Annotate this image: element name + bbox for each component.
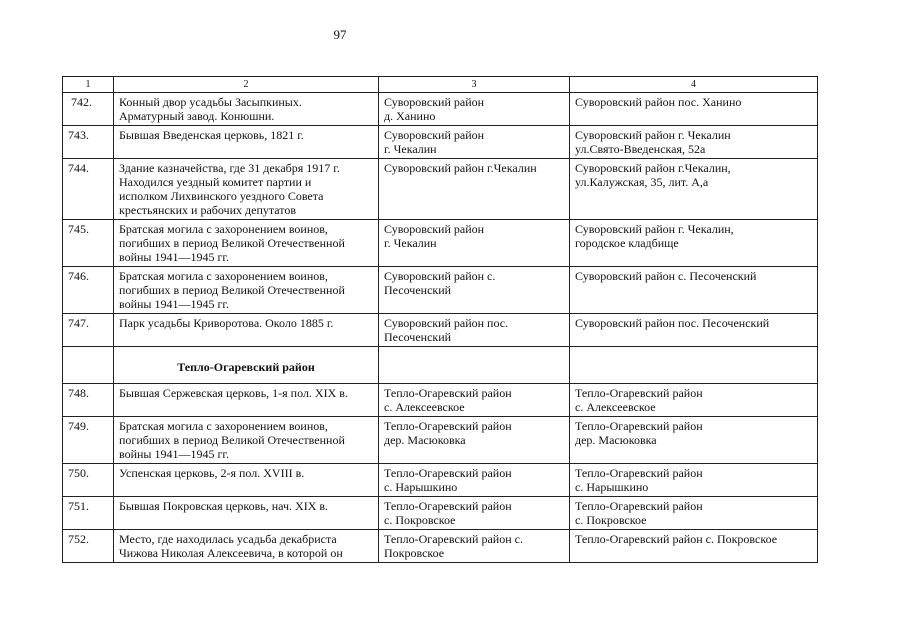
monument-address-cell	[570, 530, 818, 563]
table-row	[63, 93, 818, 126]
row-number: 750.	[63, 464, 114, 497]
monument-address-cell	[570, 159, 818, 220]
monument-name-line: Бывшая Покровская церковь, нач. XIX в.	[119, 499, 329, 513]
monument-name-cell	[114, 417, 379, 464]
row-number: 748.	[63, 384, 114, 417]
monument-name-line: войны 1941—1945 гг.	[119, 447, 229, 461]
district-location-cell	[379, 267, 570, 314]
monument-name-line: погибших в период Великой Отечественной	[119, 283, 345, 297]
row-number: 749.	[63, 417, 114, 464]
column-number: 4	[570, 77, 818, 93]
row-number: 747.	[63, 314, 114, 347]
monument-address-line: ул.Калужская, 35, лит. А,а	[575, 175, 709, 189]
monument-address-line: Тепло-Огаревский район	[575, 386, 703, 400]
monument-name-line: Конный двор усадьбы Засыпкиных.	[119, 95, 302, 109]
monument-name-line: Бывшая Сержевская церковь, 1-я пол. XIX в.	[119, 386, 348, 400]
district-location-line: Покровское	[384, 546, 445, 560]
district-location-line: Суворовский район с.	[384, 269, 496, 283]
district-location-line: с. Алексеевское	[384, 400, 465, 414]
monument-address-cell	[570, 267, 818, 314]
district-location-line: Тепло-Огаревский район	[384, 466, 512, 480]
district-location-cell	[379, 530, 570, 563]
monument-name-line: Чижова Николая Алексеевича, в которой он	[119, 546, 343, 560]
district-location-cell	[379, 220, 570, 267]
district-location-line: Суворовский район г.Чекалин	[384, 161, 537, 175]
district-location-line: дер. Масюковка	[384, 433, 466, 447]
district-location-cell	[379, 314, 570, 347]
heritage-registry-table	[62, 76, 818, 563]
monument-address-line: Тепло-Огаревский район	[575, 499, 703, 513]
table-row	[63, 159, 818, 220]
table-row	[63, 417, 818, 464]
district-location-line: с. Покровское	[384, 513, 456, 527]
row-number: 751.	[63, 497, 114, 530]
monument-name-line: Бывшая Введенская церковь, 1821 г.	[119, 128, 304, 142]
monument-address-cell	[570, 126, 818, 159]
monument-address-line: Суворовский район с. Песоченский	[575, 269, 757, 283]
monument-address-line: дер. Масюковка	[575, 433, 657, 447]
monument-name-cell	[114, 220, 379, 267]
district-location-cell	[379, 464, 570, 497]
section-title: Тепло-Огаревский район	[114, 347, 379, 384]
monument-address-line: Суворовский район пос. Песоченский	[575, 316, 770, 330]
monument-name-line: погибших в период Великой Отечественной	[119, 433, 345, 447]
district-location-line: г. Чекалин	[384, 236, 437, 250]
monument-address-line: Суворовский район г.Чекалин,	[575, 161, 731, 175]
monument-name-line: Братская могила с захоронением воинов,	[119, 419, 328, 433]
district-location-line: г. Чекалин	[384, 142, 437, 156]
monument-name-cell	[114, 267, 379, 314]
table-row	[63, 384, 818, 417]
district-location-cell	[379, 384, 570, 417]
monument-name-cell	[114, 93, 379, 126]
row-number: 742.	[63, 93, 114, 126]
monument-address-cell	[570, 384, 818, 417]
monument-address-line: Суворовский район г. Чекалин	[575, 128, 731, 142]
section-row	[63, 347, 818, 384]
monument-address-cell	[570, 417, 818, 464]
monument-name-cell	[114, 159, 379, 220]
table-row	[63, 530, 818, 563]
table-row	[63, 267, 818, 314]
table-row	[63, 314, 818, 347]
monument-name-line: крестьянских и рабочих депутатов	[119, 203, 297, 217]
monument-address-cell	[570, 93, 818, 126]
row-number: 745.	[63, 220, 114, 267]
monument-name-cell	[114, 464, 379, 497]
district-location-cell	[379, 417, 570, 464]
district-location-line: Суворовский район	[384, 95, 485, 109]
monument-name-line: войны 1941—1945 гг.	[119, 250, 229, 264]
row-number: 743.	[63, 126, 114, 159]
table-row	[63, 464, 818, 497]
monument-name-cell	[114, 497, 379, 530]
monument-name-cell	[114, 530, 379, 563]
monument-name-cell	[114, 126, 379, 159]
monument-address-cell	[570, 464, 818, 497]
column-number: 2	[114, 77, 379, 93]
monument-address-line: Тепло-Огаревский район	[575, 419, 703, 433]
monument-address-line: Тепло-Огаревский район с. Покровское	[575, 532, 778, 546]
monument-address-line: Суворовский район пос. Ханино	[575, 95, 742, 109]
monument-address-line: ул.Свято-Введенская, 52а	[575, 142, 706, 156]
monument-name-line: Парк усадьбы Криворотова. Около 1885 г.	[119, 316, 334, 330]
section-address-cell	[570, 347, 818, 384]
monument-name-cell	[114, 384, 379, 417]
monument-name-cell	[114, 314, 379, 347]
monument-address-line: с. Покровское	[575, 513, 647, 527]
monument-address-line: с. Нарышкино	[575, 480, 649, 494]
monument-address-line: городское кладбище	[575, 236, 679, 250]
section-district-cell	[379, 347, 570, 384]
monument-name-line: Братская могила с захоронением воинов,	[119, 222, 328, 236]
monument-name-line: Братская могила с захоронением воинов,	[119, 269, 328, 283]
district-location-line: Песоченский	[384, 330, 452, 344]
table-row	[63, 220, 818, 267]
district-location-line: с. Нарышкино	[384, 480, 458, 494]
monument-name-line: Успенская церковь, 2-я пол. XVIII в.	[119, 466, 305, 480]
district-location-line: д. Ханино	[384, 109, 436, 123]
monument-address-cell	[570, 497, 818, 530]
district-location-line: Суворовский район пос.	[384, 316, 509, 330]
monument-name-line: Находился уездный комитет партии и	[119, 175, 312, 189]
row-number: 746.	[63, 267, 114, 314]
district-location-line: Тепло-Огаревский район	[384, 499, 512, 513]
table-row	[63, 126, 818, 159]
monument-name-line: исполком Лихвинского уездного Совета	[119, 189, 324, 203]
monument-address-line: с. Алексеевское	[575, 400, 656, 414]
column-number-row	[63, 77, 818, 93]
page-number: 97	[333, 27, 347, 42]
monument-address-cell	[570, 314, 818, 347]
table-row	[63, 497, 818, 530]
monument-name-line: Место, где находилась усадьба декабриста	[119, 532, 337, 546]
district-location-line: Тепло-Огаревский район с.	[384, 532, 523, 546]
column-number: 1	[63, 77, 114, 93]
district-location-cell	[379, 93, 570, 126]
district-location-line: Песоченский	[384, 283, 452, 297]
district-location-line: Тепло-Огаревский район	[384, 386, 512, 400]
district-location-line: Тепло-Огаревский район	[384, 419, 512, 433]
row-number: 744.	[63, 159, 114, 220]
column-number: 3	[379, 77, 570, 93]
monument-address-line: Тепло-Огаревский район	[575, 466, 703, 480]
monument-name-line: Здание казначейства, где 31 декабря 1917 г.	[119, 161, 340, 175]
monument-name-line: Арматурный завод. Конюшни.	[119, 109, 275, 123]
row-number: 752.	[63, 530, 114, 563]
district-location-line: Суворовский район	[384, 128, 485, 142]
monument-address-cell	[570, 220, 818, 267]
monument-name-line: войны 1941—1945 гг.	[119, 297, 229, 311]
district-location-cell	[379, 159, 570, 220]
district-location-line: Суворовский район	[384, 222, 485, 236]
district-location-cell	[379, 126, 570, 159]
section-number-cell	[63, 347, 114, 384]
monument-address-line: Суворовский район г. Чекалин,	[575, 222, 734, 236]
monument-name-line: погибших в период Великой Отечественной	[119, 236, 345, 250]
district-location-cell	[379, 497, 570, 530]
